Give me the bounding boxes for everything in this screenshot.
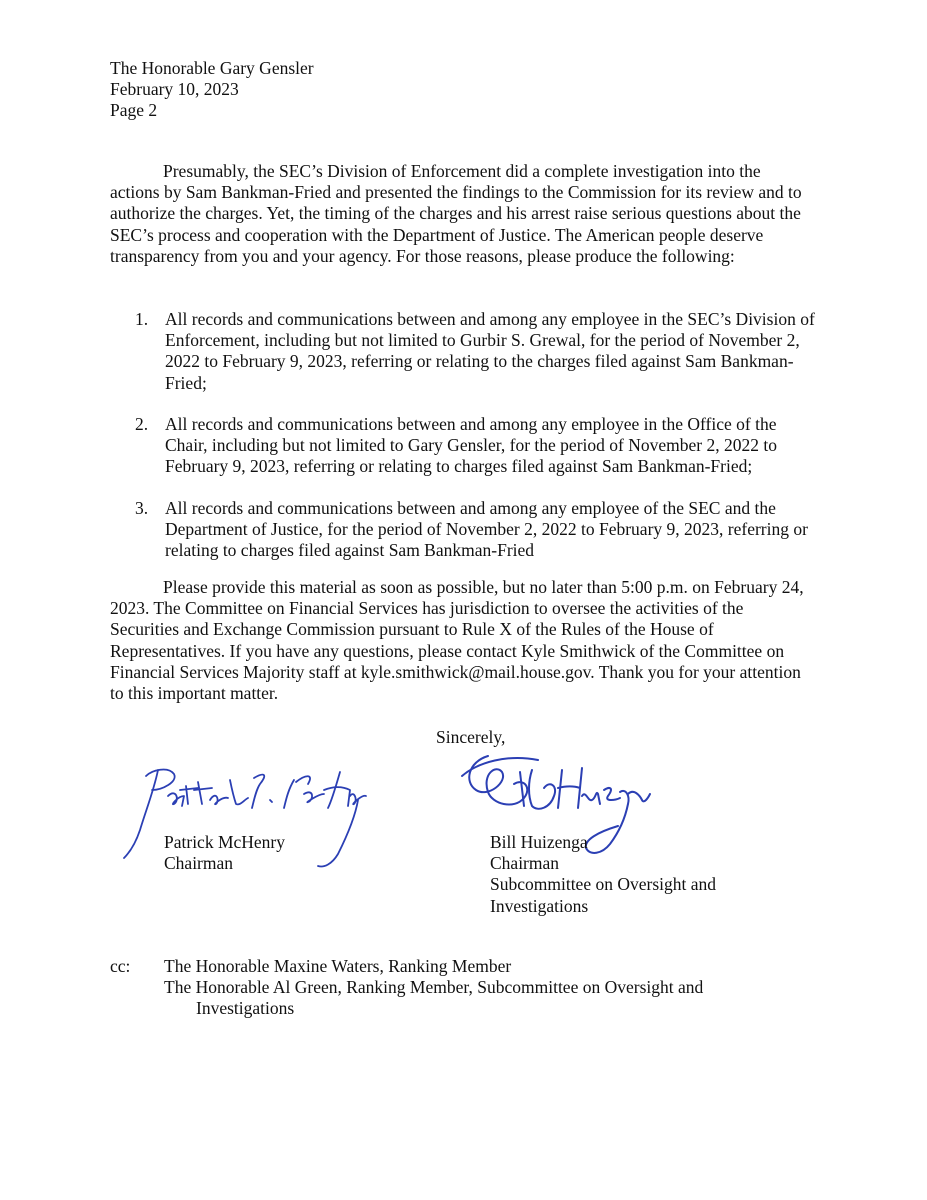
request-item-2 (135, 414, 815, 478)
signer-2-name: Bill Huizenga (490, 832, 588, 852)
signer-2-subtitle: Subcommittee on Oversight and Investigations (490, 874, 717, 916)
cc-recipient-2-continued: Investigations (196, 998, 295, 1019)
request-text: All records and communications between and among any employee in the SEC’s Division of Enforcement, including but not limited to Gurbir S. Grewal, for the period of November 2, 2022 to February 9, 2023, referring or relating to the charges filed against Sam Bankman-Fried; (165, 309, 815, 393)
request-text: All records and communications between and among any employee of the SEC and the Department of Justice, for the period of November 2, 2022 to February 9, 2023, referring or relating to charges filed against Sam Bankman-Fried (165, 498, 808, 561)
signer-2-block (490, 832, 730, 917)
request-number: 1. (135, 309, 149, 329)
signer-1-block (164, 832, 285, 874)
body-paragraph-2: Please provide this material as soon as possible, but no later than 5:00 p.m. on February 24, 2023. The Committee on Financial Services has jurisdiction to oversee the activities of the Securities and Exchange Commission pursuant to Rule X of the Rules of the House of Representatives. If you have any questions, please contact Kyle Smithwick of the Committee on Financial Services Majority staff at kyle.smithwick@mail.house.gov. Thank you for your attention to this important matter. (110, 577, 804, 704)
request-item-1 (135, 309, 815, 394)
signer-2-title: Chairman (490, 853, 560, 874)
signer-1-title: Chairman (164, 853, 234, 874)
page-number: Page 2 (110, 100, 158, 121)
recipient-name: The Honorable Gary Gensler (110, 58, 314, 78)
request-item-3 (135, 498, 815, 562)
cc-block (110, 956, 830, 1020)
body-paragraph-1: Presumably, the SEC’s Division of Enforcement did a complete investigation into the actions by Sam Bankman-Fried and presented the findings to the Commission for its review and to authorize the charges. Yet, the timing of the charges and his arrest raise serious questions about the SEC’s process and cooperation with the Department of Justice. The American people deserve transparency from you and your agency. For those reasons, please produce the following: (110, 161, 802, 266)
request-text: All records and communications between and among any employee in the Office of the Chair, including but not limited to Gary Gensler, for the period of November 2, 2022 to February 9, 2023, referring or relating to charges filed against Sam Bankman-Fried; (165, 414, 777, 477)
request-number: 3. (135, 498, 149, 518)
closing: Sincerely, (436, 727, 506, 747)
letter-header (110, 58, 314, 122)
signer-1-name: Patrick McHenry (164, 832, 286, 852)
cc-recipient-1: The Honorable Maxine Waters, Ranking Member (164, 956, 512, 976)
letter-date: February 10, 2023 (110, 79, 239, 100)
cc-recipient-2: The Honorable Al Green, Ranking Member, Subcommittee on Oversight and (164, 977, 704, 998)
cc-label: cc: (110, 956, 131, 976)
request-number: 2. (135, 414, 149, 434)
